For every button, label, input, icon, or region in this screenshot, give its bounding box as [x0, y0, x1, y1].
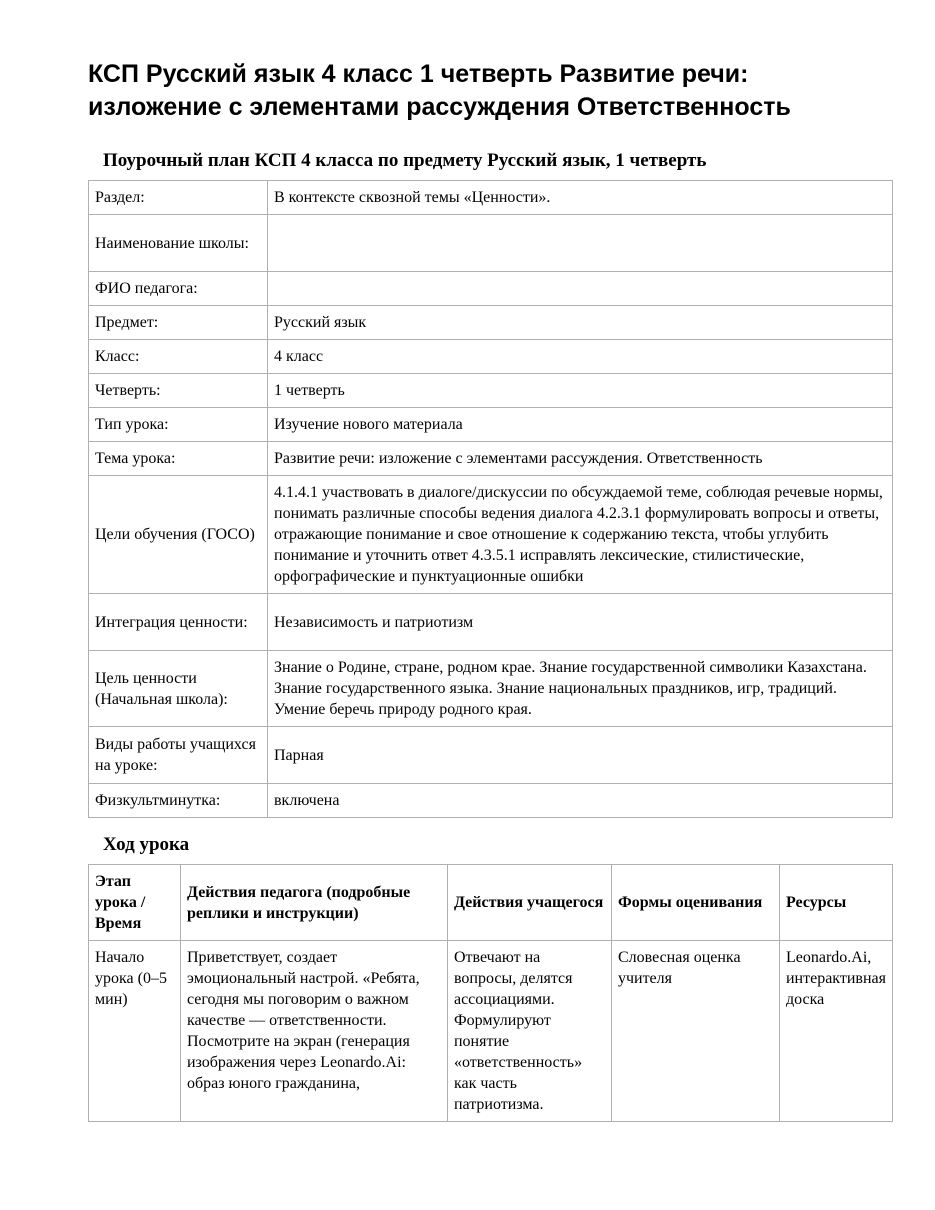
info-row-value-goal — [89, 651, 893, 727]
info-value: 4 класс — [268, 340, 893, 374]
info-label: Цель ценности (Начальная школа): — [89, 651, 268, 727]
info-label: Класс: — [89, 340, 268, 374]
info-value: Парная — [268, 727, 893, 784]
info-value: включена — [268, 784, 893, 818]
info-label: Физкультминутка: — [89, 784, 268, 818]
document-title — [88, 58, 893, 124]
table-row — [89, 941, 893, 1122]
column-header-student-actions: Действия учащегося — [447, 865, 611, 941]
plan-heading: Поурочный план КСП 4 класса по предмету Русский язык, 1 четверть — [103, 150, 707, 171]
info-value: 1 четверть — [268, 374, 893, 408]
info-row-grade — [89, 340, 893, 374]
info-label: ФИО педагога: — [89, 272, 268, 306]
info-value: 4.1.4.1 участвовать в диалоге/дискуссии по обсуждаемой теме, соблюдая речевые нормы, понимать различные способы ведения диалога 4.2.3.1 формулировать вопросы и ответы, отражающие понимание и свое отношение к содержанию текста, чтобы углубить понимание и уточнить ответ 4.3.5.1 исправлять лексические, стилистические, орфографические и пунктуационные ошибки — [268, 476, 893, 594]
info-value: Независимость и патриотизм — [268, 594, 893, 651]
info-value: Знание о Родине, стране, родном крае. Знание государственной символики Казахстана. Знание государственного языка. Знание национальных праздников, игр, традиций. Умение беречь природу родного края. — [268, 651, 893, 727]
info-label: Наименование школы: — [89, 215, 268, 272]
cell-student-actions: Отвечают на вопросы, делятся ассоциациями. Формулируют понятие «ответственность» как часть патриотизма. — [447, 941, 611, 1122]
lesson-header-row — [89, 865, 893, 941]
info-row-physical-break — [89, 784, 893, 818]
info-row-quarter — [89, 374, 893, 408]
cell-assessment: Словесная оценка учителя — [611, 941, 779, 1122]
info-row-topic — [89, 442, 893, 476]
info-row-subject — [89, 306, 893, 340]
lesson-progress-table — [88, 864, 893, 1122]
info-label: Цели обучения (ГОСО) — [89, 476, 268, 594]
info-value — [268, 215, 893, 272]
title-line-1: КСП Русский язык 4 класс 1 четверть Развитие речи: — [88, 60, 749, 88]
info-row-school — [89, 215, 893, 272]
cell-stage: Начало урока (0–5 мин) — [89, 941, 181, 1122]
lesson-progress-heading: Ход урока — [103, 834, 190, 855]
info-label: Раздел: — [89, 181, 268, 215]
info-row-teacher — [89, 272, 893, 306]
info-value: Русский язык — [268, 306, 893, 340]
cell-resources: Leonardo.Ai, интерактивная доска — [779, 941, 892, 1122]
info-label: Предмет: — [89, 306, 268, 340]
column-header-stage: Этап урока / Время — [89, 865, 181, 941]
column-header-resources: Ресурсы — [779, 865, 892, 941]
info-row-section — [89, 181, 893, 215]
info-label: Четверть: — [89, 374, 268, 408]
info-row-value-integration — [89, 594, 893, 651]
info-row-work-types — [89, 727, 893, 784]
info-value: Изучение нового материала — [268, 408, 893, 442]
info-value: В контексте сквозной темы «Ценности». — [268, 181, 893, 215]
info-label: Тип урока: — [89, 408, 268, 442]
info-row-learning-goals — [89, 476, 893, 594]
info-label: Тема урока: — [89, 442, 268, 476]
info-value: Развитие речи: изложение с элементами рассуждения. Ответственность — [268, 442, 893, 476]
lesson-info-table — [88, 180, 893, 818]
info-label: Интеграция ценности: — [89, 594, 268, 651]
info-label: Виды работы учащихся на уроке: — [89, 727, 268, 784]
info-value — [268, 272, 893, 306]
column-header-teacher-actions: Действия педагога (подробные реплики и инструкции) — [180, 865, 447, 941]
info-row-lesson-type — [89, 408, 893, 442]
title-line-2: изложение с элементами рассуждения Ответственность — [88, 93, 791, 121]
document-page — [88, 58, 893, 1122]
cell-teacher-actions: Приветствует, создает эмоциональный настрой. «Ребята, сегодня мы поговорим о важном качестве — ответственности. Посмотрите на экран (генерация изображения через Leonardo.Ai: образ юного гражданина, — [180, 941, 447, 1122]
column-header-assessment: Формы оценивания — [611, 865, 779, 941]
